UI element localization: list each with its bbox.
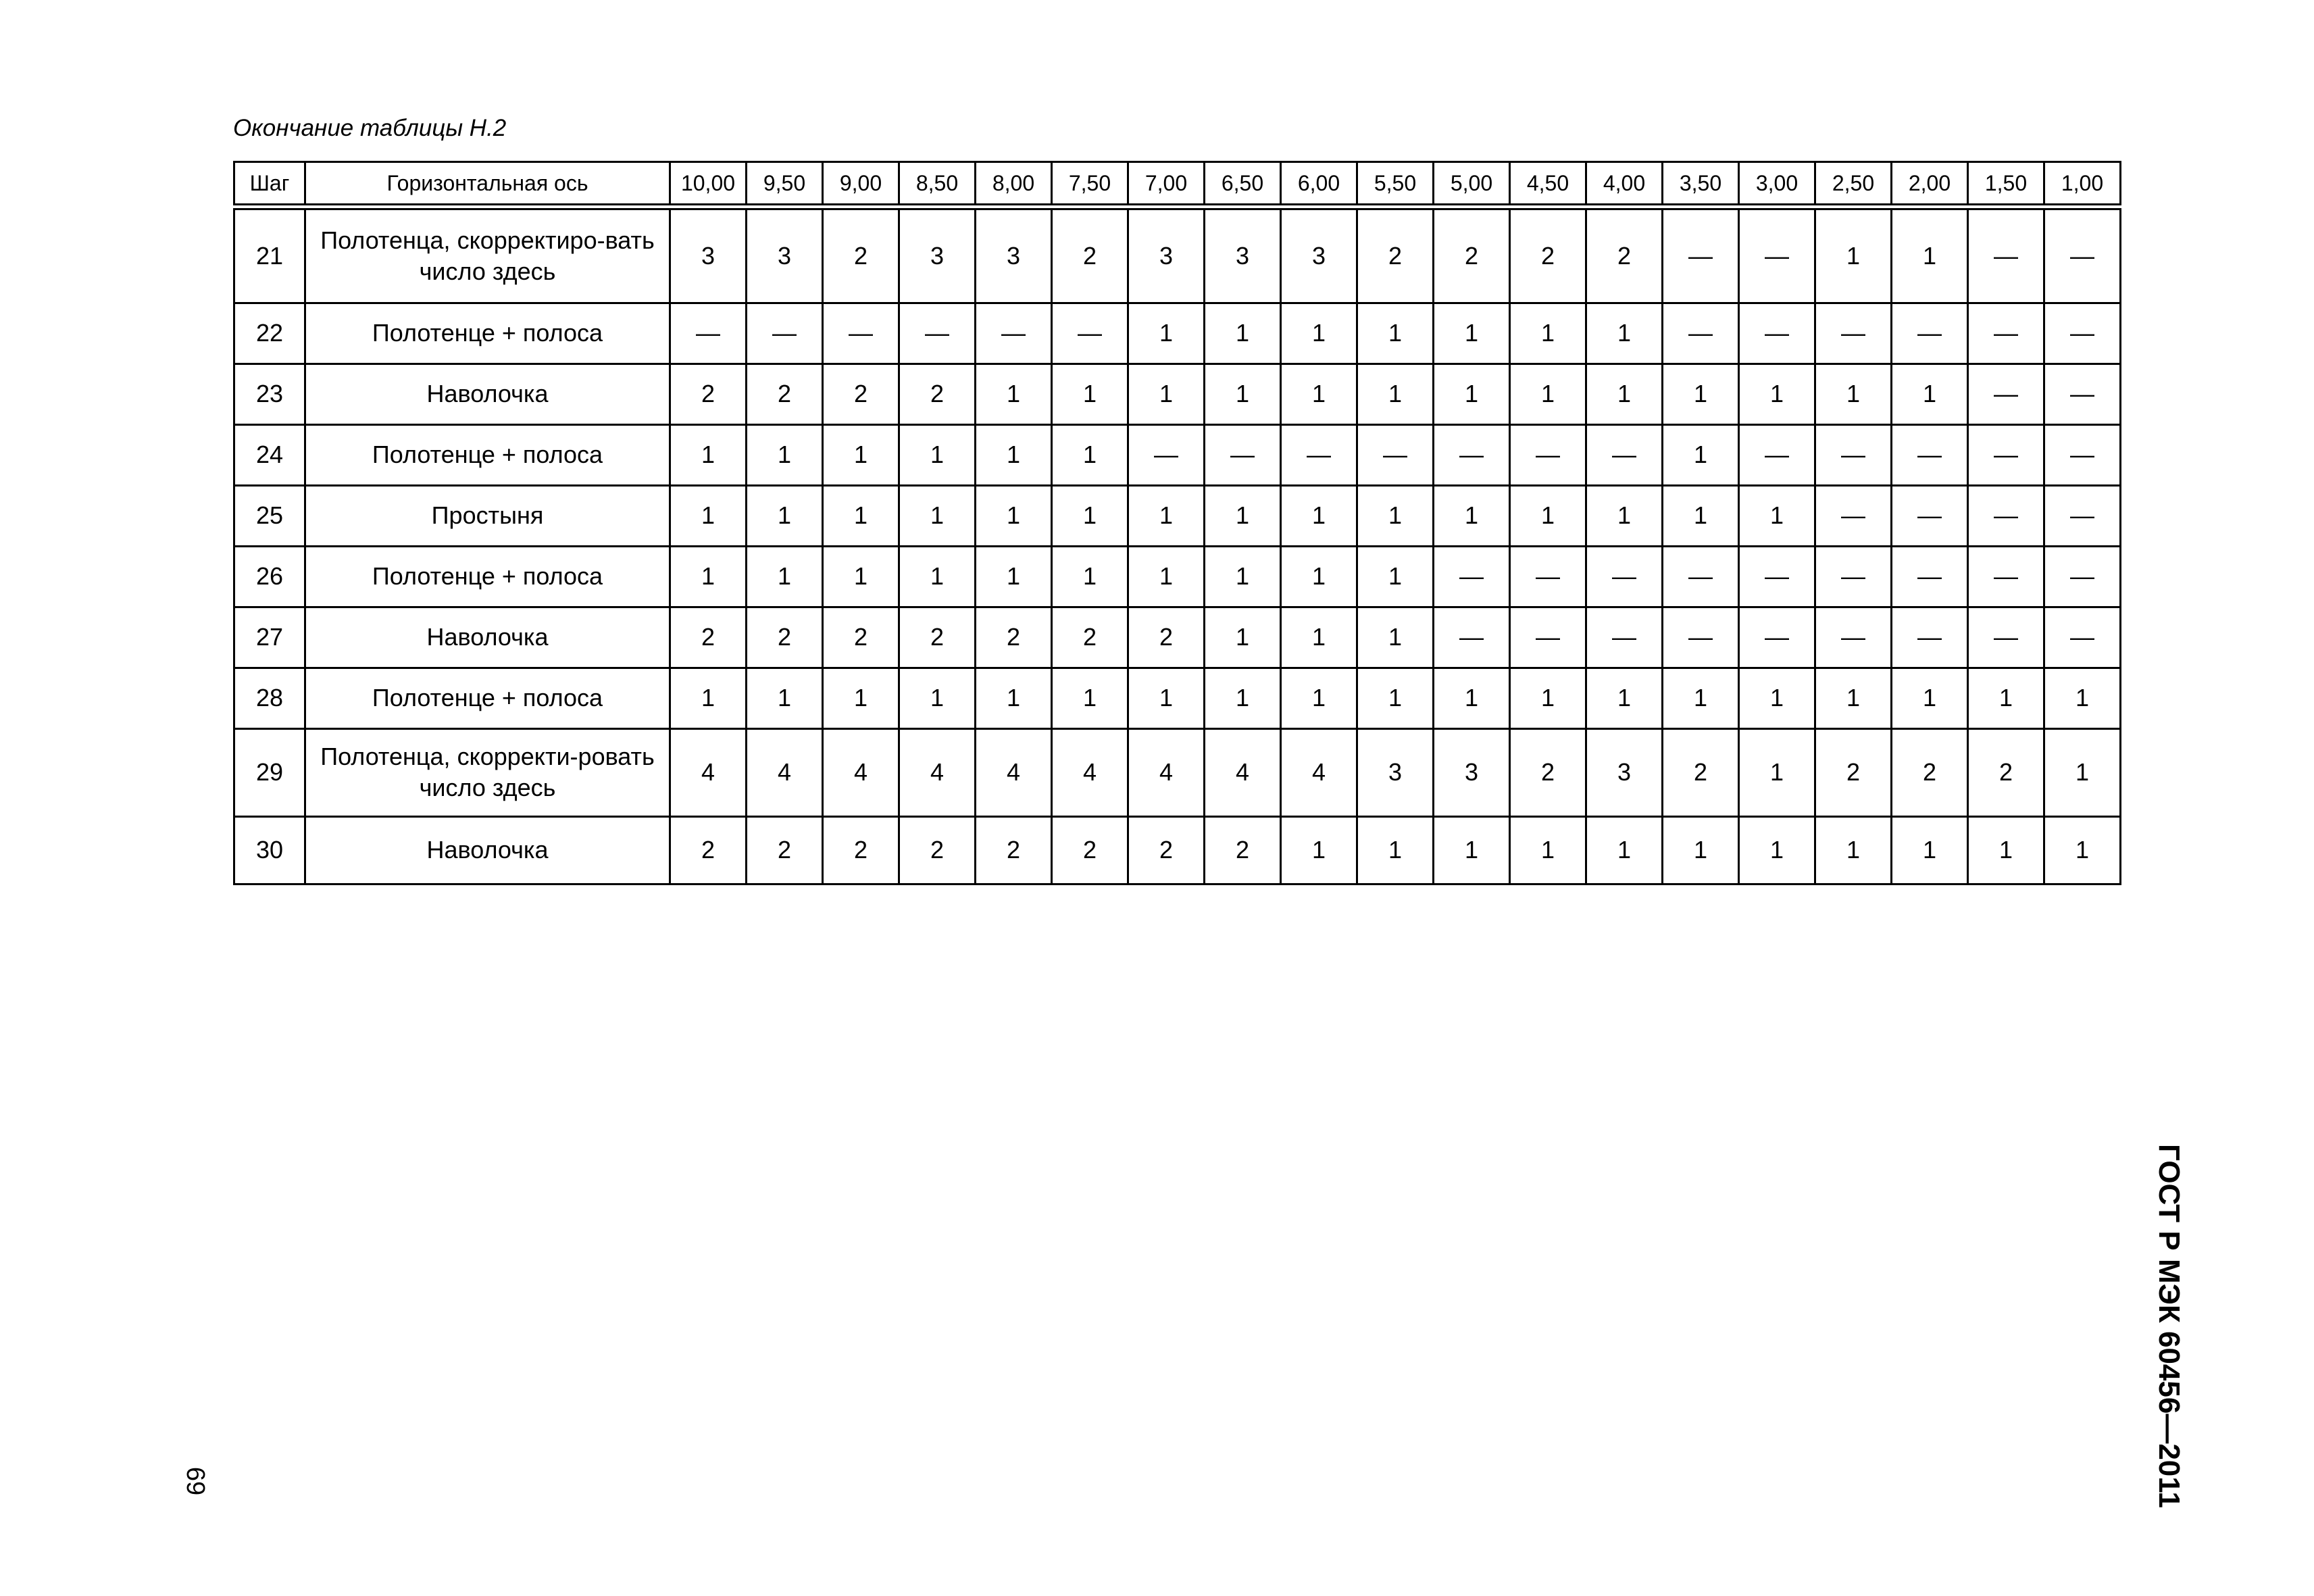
value-cell: — <box>2044 485 2121 546</box>
value-cell: 4 <box>899 728 976 816</box>
value-cell: — <box>1510 546 1586 607</box>
header-value: 8,50 <box>899 162 976 207</box>
value-cell: 3 <box>1357 728 1434 816</box>
value-cell: 2 <box>747 607 823 668</box>
value-cell: 2 <box>670 816 747 884</box>
value-cell: 2 <box>1052 816 1128 884</box>
value-cell: 3 <box>670 207 747 303</box>
value-cell: 2 <box>747 816 823 884</box>
value-cell: 1 <box>1739 364 1815 424</box>
value-cell: 1 <box>1281 668 1357 728</box>
value-cell: — <box>2044 607 2121 668</box>
value-cell: — <box>1586 607 1663 668</box>
value-cell: 1 <box>1586 303 1663 364</box>
value-cell: 1 <box>976 485 1052 546</box>
value-cell: 1 <box>1892 207 1968 303</box>
value-cell: 2 <box>1434 207 1510 303</box>
value-cell: 1 <box>1510 816 1586 884</box>
value-cell: 2 <box>976 607 1052 668</box>
value-cell: 4 <box>1128 728 1205 816</box>
value-cell: 1 <box>1968 816 2044 884</box>
value-cell: 2 <box>899 607 976 668</box>
value-cell: 4 <box>670 728 747 816</box>
header-value: 6,50 <box>1205 162 1281 207</box>
value-cell: 1 <box>1281 303 1357 364</box>
value-cell: — <box>1815 607 1892 668</box>
value-cell: 1 <box>1357 816 1434 884</box>
step-cell: 25 <box>234 485 305 546</box>
step-cell: 23 <box>234 364 305 424</box>
value-cell: 1 <box>1052 364 1128 424</box>
description-cell: Простыня <box>305 485 670 546</box>
value-cell: 1 <box>1586 668 1663 728</box>
value-cell: 2 <box>1663 728 1739 816</box>
value-cell: 1 <box>1663 816 1739 884</box>
value-cell: 1 <box>1663 668 1739 728</box>
value-cell: — <box>1968 364 2044 424</box>
value-cell: 1 <box>1815 364 1892 424</box>
value-cell: — <box>2044 207 2121 303</box>
value-cell: 4 <box>1052 728 1128 816</box>
value-cell: — <box>2044 546 2121 607</box>
value-cell: — <box>1510 607 1586 668</box>
value-cell: 1 <box>899 546 976 607</box>
value-cell: — <box>1663 303 1739 364</box>
header-value: 3,00 <box>1739 162 1815 207</box>
value-cell: — <box>1815 485 1892 546</box>
table-row <box>234 207 2121 303</box>
value-cell: 2 <box>1968 728 2044 816</box>
value-cell: 2 <box>976 816 1052 884</box>
value-cell: 4 <box>747 728 823 816</box>
value-cell: — <box>1968 546 2044 607</box>
header-value: 1,00 <box>2044 162 2121 207</box>
value-cell: 4 <box>1281 728 1357 816</box>
value-cell: 1 <box>1892 364 1968 424</box>
value-cell: 3 <box>1434 728 1510 816</box>
value-cell: — <box>1434 546 1510 607</box>
header-value: 8,00 <box>976 162 1052 207</box>
value-cell: 3 <box>1128 207 1205 303</box>
value-cell: — <box>1434 607 1510 668</box>
value-cell: 1 <box>1357 303 1434 364</box>
value-cell: — <box>1357 424 1434 485</box>
header-value: 7,50 <box>1052 162 1128 207</box>
value-cell: 1 <box>1357 485 1434 546</box>
value-cell: 1 <box>747 546 823 607</box>
step-cell: 22 <box>234 303 305 364</box>
description-cell: Полотенце + полоса <box>305 668 670 728</box>
value-cell: — <box>1510 424 1586 485</box>
value-cell: 1 <box>2044 668 2121 728</box>
header-value: 2,50 <box>1815 162 1892 207</box>
value-cell: 1 <box>823 424 899 485</box>
value-cell: 2 <box>899 364 976 424</box>
value-cell: 1 <box>747 485 823 546</box>
header-value: 5,50 <box>1357 162 1434 207</box>
description-cell: Полотенце + полоса <box>305 424 670 485</box>
description-cell: Полотенце + полоса <box>305 303 670 364</box>
value-cell: 2 <box>899 816 976 884</box>
page-number: 69 <box>181 1466 209 1496</box>
value-cell: 1 <box>1357 364 1434 424</box>
value-cell: 1 <box>1586 485 1663 546</box>
table-row <box>234 607 2121 668</box>
value-cell: 1 <box>1739 668 1815 728</box>
step-cell: 24 <box>234 424 305 485</box>
value-cell: — <box>976 303 1052 364</box>
value-cell: 1 <box>1205 364 1281 424</box>
value-cell: — <box>747 303 823 364</box>
header-value: 1,50 <box>1968 162 2044 207</box>
value-cell: 1 <box>976 364 1052 424</box>
value-cell: 1 <box>1052 668 1128 728</box>
value-cell: — <box>670 303 747 364</box>
value-cell: 1 <box>1281 364 1357 424</box>
table-caption: Окончание таблицы Н.2 <box>233 115 507 141</box>
value-cell: 1 <box>1510 303 1586 364</box>
value-cell: 1 <box>747 668 823 728</box>
value-cell: 1 <box>1052 485 1128 546</box>
value-cell: 2 <box>1510 207 1586 303</box>
value-cell: 1 <box>1892 816 1968 884</box>
value-cell: 1 <box>1434 364 1510 424</box>
value-cell: 4 <box>976 728 1052 816</box>
value-cell: 2 <box>823 207 899 303</box>
value-cell: 1 <box>1892 668 1968 728</box>
value-cell: — <box>1739 424 1815 485</box>
header-value: 9,00 <box>823 162 899 207</box>
table-row <box>234 728 2121 816</box>
value-cell: 1 <box>976 668 1052 728</box>
value-cell: — <box>1739 546 1815 607</box>
value-cell: — <box>1892 303 1968 364</box>
value-cell: 1 <box>1357 607 1434 668</box>
value-cell: 1 <box>2044 728 2121 816</box>
data-table <box>233 161 2121 885</box>
value-cell: 1 <box>1128 668 1205 728</box>
value-cell: — <box>1968 424 2044 485</box>
value-cell: 1 <box>976 424 1052 485</box>
description-cell: Полотенца, скорректиро-вать число здесь <box>305 207 670 303</box>
value-cell: — <box>1892 424 1968 485</box>
table-row <box>234 816 2121 884</box>
value-cell: 1 <box>1815 207 1892 303</box>
value-cell: 2 <box>1128 607 1205 668</box>
value-cell: 1 <box>1281 816 1357 884</box>
value-cell: 1 <box>1815 668 1892 728</box>
value-cell: 2 <box>747 364 823 424</box>
value-cell: 1 <box>1434 303 1510 364</box>
table-row <box>234 485 2121 546</box>
value-cell: 1 <box>1357 668 1434 728</box>
header-value: 5,00 <box>1434 162 1510 207</box>
value-cell: 1 <box>2044 816 2121 884</box>
value-cell: 1 <box>1128 485 1205 546</box>
value-cell: — <box>2044 364 2121 424</box>
value-cell: — <box>1968 303 2044 364</box>
value-cell: — <box>1968 485 2044 546</box>
value-cell: 2 <box>670 364 747 424</box>
value-cell: 1 <box>1968 668 2044 728</box>
value-cell: — <box>1892 607 1968 668</box>
value-cell: 1 <box>1281 607 1357 668</box>
header-value: 7,00 <box>1128 162 1205 207</box>
header-value: 4,00 <box>1586 162 1663 207</box>
value-cell: 3 <box>1205 207 1281 303</box>
description-cell: Наволочка <box>305 607 670 668</box>
step-cell: 30 <box>234 816 305 884</box>
value-cell: — <box>1281 424 1357 485</box>
value-cell: 1 <box>1205 546 1281 607</box>
table-row <box>234 546 2121 607</box>
description-cell: Полотенце + полоса <box>305 546 670 607</box>
header-value: 2,00 <box>1892 162 1968 207</box>
value-cell: 1 <box>976 546 1052 607</box>
value-cell: 2 <box>1510 728 1586 816</box>
value-cell: 1 <box>1663 424 1739 485</box>
value-cell: 1 <box>899 424 976 485</box>
value-cell: — <box>1739 607 1815 668</box>
value-cell: 2 <box>823 364 899 424</box>
value-cell: 1 <box>1739 816 1815 884</box>
value-cell: 2 <box>1128 816 1205 884</box>
value-cell: 1 <box>1128 546 1205 607</box>
value-cell: 1 <box>1357 546 1434 607</box>
value-cell: — <box>1892 485 1968 546</box>
header-value: 3,50 <box>1663 162 1739 207</box>
value-cell: 1 <box>1205 303 1281 364</box>
value-cell: 1 <box>1586 364 1663 424</box>
value-cell: 1 <box>899 485 976 546</box>
value-cell: 1 <box>1586 816 1663 884</box>
value-cell: 1 <box>1205 668 1281 728</box>
value-cell: — <box>1968 607 2044 668</box>
value-cell: 1 <box>670 546 747 607</box>
value-cell: 1 <box>670 668 747 728</box>
value-cell: 1 <box>1434 668 1510 728</box>
header-value: 6,00 <box>1281 162 1357 207</box>
step-cell: 21 <box>234 207 305 303</box>
value-cell: 2 <box>1052 607 1128 668</box>
value-cell: — <box>1815 424 1892 485</box>
header-value: 10,00 <box>670 162 747 207</box>
header-step: Шаг <box>234 162 305 207</box>
value-cell: — <box>1434 424 1510 485</box>
value-cell: 2 <box>1815 728 1892 816</box>
value-cell: — <box>2044 303 2121 364</box>
header-value: 9,50 <box>747 162 823 207</box>
value-cell: 2 <box>823 816 899 884</box>
value-cell: — <box>899 303 976 364</box>
value-cell: 1 <box>1510 668 1586 728</box>
value-cell: 2 <box>1586 207 1663 303</box>
value-cell: 1 <box>1052 424 1128 485</box>
value-cell: 1 <box>1663 364 1739 424</box>
value-cell: 2 <box>1357 207 1434 303</box>
value-cell: 3 <box>899 207 976 303</box>
value-cell: 1 <box>823 546 899 607</box>
value-cell: — <box>823 303 899 364</box>
value-cell: 2 <box>823 607 899 668</box>
value-cell: — <box>1739 207 1815 303</box>
table-row <box>234 303 2121 364</box>
value-cell: 2 <box>1892 728 1968 816</box>
value-cell: 1 <box>1052 546 1128 607</box>
value-cell: 1 <box>1205 485 1281 546</box>
value-cell: — <box>1128 424 1205 485</box>
document-code: ГОСТ Р МЭК 60456—2011 <box>2153 1144 2186 1508</box>
value-cell: 1 <box>823 485 899 546</box>
value-cell: 1 <box>899 668 976 728</box>
step-cell: 28 <box>234 668 305 728</box>
value-cell: — <box>1586 424 1663 485</box>
value-cell: 1 <box>823 668 899 728</box>
value-cell: — <box>1052 303 1128 364</box>
value-cell: 1 <box>1281 485 1357 546</box>
table-row <box>234 668 2121 728</box>
value-cell: — <box>1663 207 1739 303</box>
value-cell: — <box>1968 207 2044 303</box>
value-cell: 1 <box>1739 728 1815 816</box>
description-cell: Наволочка <box>305 364 670 424</box>
table-row <box>234 364 2121 424</box>
value-cell: 1 <box>1739 485 1815 546</box>
value-cell: — <box>1815 303 1892 364</box>
value-cell: 2 <box>1052 207 1128 303</box>
value-cell: — <box>1892 546 1968 607</box>
value-cell: 1 <box>1205 607 1281 668</box>
value-cell: 1 <box>1281 546 1357 607</box>
value-cell: — <box>1205 424 1281 485</box>
step-cell: 29 <box>234 728 305 816</box>
value-cell: 4 <box>823 728 899 816</box>
value-cell: 1 <box>670 424 747 485</box>
value-cell: — <box>1739 303 1815 364</box>
value-cell: 2 <box>670 607 747 668</box>
table-row <box>234 424 2121 485</box>
header-row <box>234 162 2121 207</box>
step-cell: 26 <box>234 546 305 607</box>
value-cell: 1 <box>1815 816 1892 884</box>
value-cell: 3 <box>747 207 823 303</box>
description-cell: Полотенца, скорректи-ровать число здесь <box>305 728 670 816</box>
value-cell: 1 <box>1128 303 1205 364</box>
value-cell: — <box>1663 546 1739 607</box>
header-value: 4,50 <box>1510 162 1586 207</box>
value-cell: — <box>1815 546 1892 607</box>
value-cell: — <box>1663 607 1739 668</box>
value-cell: 1 <box>1510 485 1586 546</box>
value-cell: 3 <box>1281 207 1357 303</box>
step-cell: 27 <box>234 607 305 668</box>
value-cell: 3 <box>1586 728 1663 816</box>
value-cell: 1 <box>1663 485 1739 546</box>
header-axis: Горизонтальная ось <box>305 162 670 207</box>
value-cell: 1 <box>1434 816 1510 884</box>
value-cell: 3 <box>976 207 1052 303</box>
value-cell: 2 <box>1205 816 1281 884</box>
description-cell: Наволочка <box>305 816 670 884</box>
value-cell: 1 <box>1434 485 1510 546</box>
value-cell: 1 <box>1510 364 1586 424</box>
value-cell: — <box>2044 424 2121 485</box>
value-cell: 1 <box>747 424 823 485</box>
value-cell: 1 <box>670 485 747 546</box>
value-cell: 4 <box>1205 728 1281 816</box>
value-cell: 1 <box>1128 364 1205 424</box>
value-cell: — <box>1586 546 1663 607</box>
